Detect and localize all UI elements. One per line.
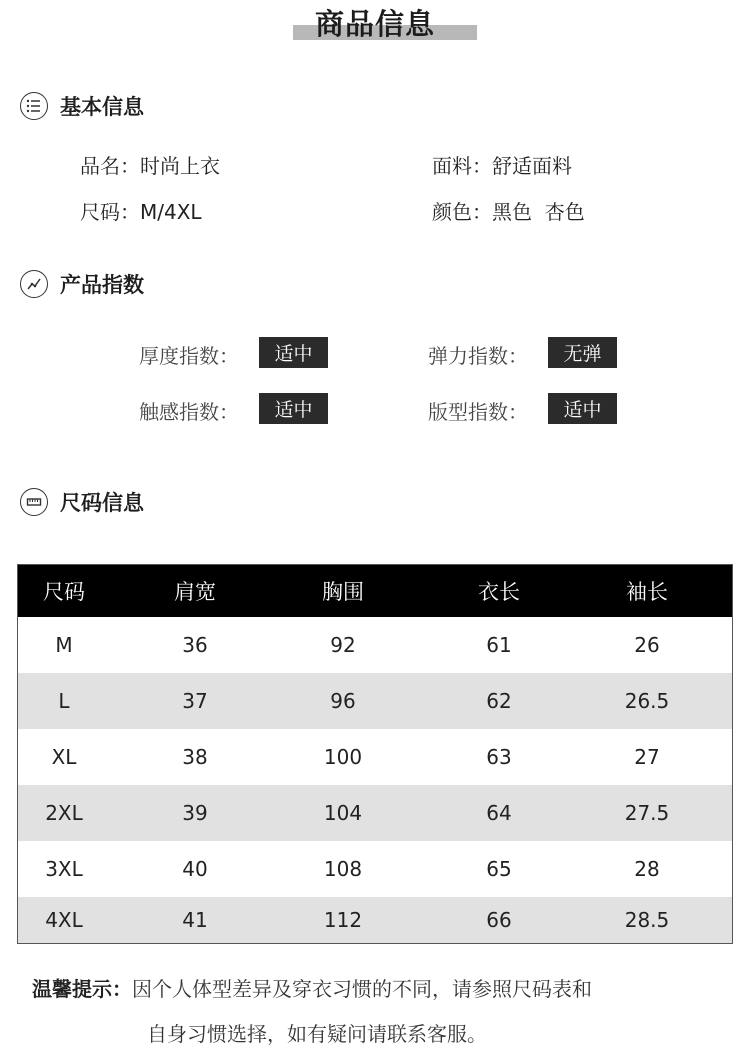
- thickness-index-label: 厚度指数：: [139, 344, 239, 368]
- table-row: [18, 785, 732, 841]
- table-cell: 65: [486, 857, 512, 881]
- trend-chart-icon: [20, 270, 48, 298]
- product-fabric: [432, 150, 572, 179]
- thickness-index-value: 适中: [259, 337, 328, 368]
- product-name: [80, 150, 220, 179]
- table-header-cell: 衣长: [478, 580, 520, 604]
- table-cell: 61: [486, 633, 512, 657]
- table-cell: 27: [634, 745, 660, 769]
- table-cell: 64: [486, 801, 512, 825]
- section-title: 产品指数: [60, 273, 144, 297]
- table-cell: 3XL: [45, 857, 83, 881]
- color-value: 黑色 杏色: [492, 200, 585, 224]
- table-cell: 108: [323, 857, 363, 881]
- table-cell: XL: [51, 745, 77, 769]
- table-cell: 38: [182, 745, 208, 769]
- table-cell: 26.5: [624, 689, 670, 713]
- table-header-cell: 肩宽: [174, 580, 216, 604]
- table-cell: 27.5: [624, 801, 670, 825]
- table-cell: 2XL: [45, 801, 83, 825]
- elasticity-index-label: 弹力指数：: [428, 344, 528, 368]
- list-icon: [20, 92, 48, 120]
- section-product-index: [20, 269, 144, 299]
- table-cell: 40: [182, 857, 208, 881]
- product-color: [432, 196, 585, 225]
- product-size: [80, 196, 202, 225]
- fit-index-label: 版型指数：: [428, 400, 528, 424]
- table-cell: 100: [323, 745, 363, 769]
- tip-label: 温馨提示：: [32, 977, 132, 1001]
- touch-index-label: 触感指数：: [139, 400, 239, 424]
- tip-line-2: 自身习惯选择，如有疑问请联系客服。: [147, 1022, 487, 1046]
- table-cell: 92: [330, 633, 356, 657]
- touch-index-value: 适中: [259, 393, 328, 424]
- fit-index-value: 适中: [548, 393, 617, 424]
- table-cell: 104: [323, 801, 363, 825]
- tip-line-1: [32, 973, 592, 1002]
- table-cell: L: [58, 689, 70, 713]
- table-header-cell: 尺码: [43, 580, 85, 604]
- table-cell: M: [55, 633, 73, 657]
- table-row: [18, 841, 732, 897]
- product-name-value: 时尚上衣: [140, 154, 220, 178]
- section-title: 基本信息: [60, 95, 144, 119]
- table-header-cell: 袖长: [626, 580, 668, 604]
- table-cell: 63: [486, 745, 512, 769]
- section-size-info: [20, 487, 144, 517]
- table-cell: 41: [182, 908, 208, 932]
- product-name-label: 品名：: [80, 154, 140, 178]
- page-title-block: [0, 0, 750, 48]
- table-cell: 96: [330, 689, 356, 713]
- table-cell: 39: [182, 801, 208, 825]
- table-cell: 4XL: [45, 908, 83, 932]
- size-table: [17, 564, 733, 944]
- table-cell: 66: [486, 908, 512, 932]
- size-value: M/4XL: [140, 200, 202, 224]
- fabric-label: 面料：: [432, 154, 492, 178]
- page-title: 商品信息: [314, 7, 435, 41]
- section-basic-info: [20, 91, 144, 121]
- table-cell: 26: [634, 633, 660, 657]
- table-header-cell: 胸围: [322, 580, 364, 604]
- table-cell: 28: [634, 857, 660, 881]
- table-row: [18, 617, 732, 673]
- table-cell: 112: [323, 908, 363, 932]
- table-header-row: [18, 565, 732, 617]
- table-cell: 28.5: [624, 908, 670, 932]
- fabric-value: 舒适面料: [492, 154, 572, 178]
- table-row: [18, 897, 732, 943]
- ruler-icon: [20, 488, 48, 516]
- color-label: 颜色：: [432, 200, 492, 224]
- table-row: [18, 673, 732, 729]
- size-label: 尺码：: [80, 200, 140, 224]
- table-cell: 36: [182, 633, 208, 657]
- elasticity-index-value: 无弹: [548, 337, 617, 368]
- table-row: [18, 729, 732, 785]
- table-cell: 37: [182, 689, 208, 713]
- section-title: 尺码信息: [60, 491, 144, 515]
- tip-text-1: 因个人体型差异及穿衣习惯的不同，请参照尺码表和: [132, 977, 592, 1001]
- table-cell: 62: [486, 689, 512, 713]
